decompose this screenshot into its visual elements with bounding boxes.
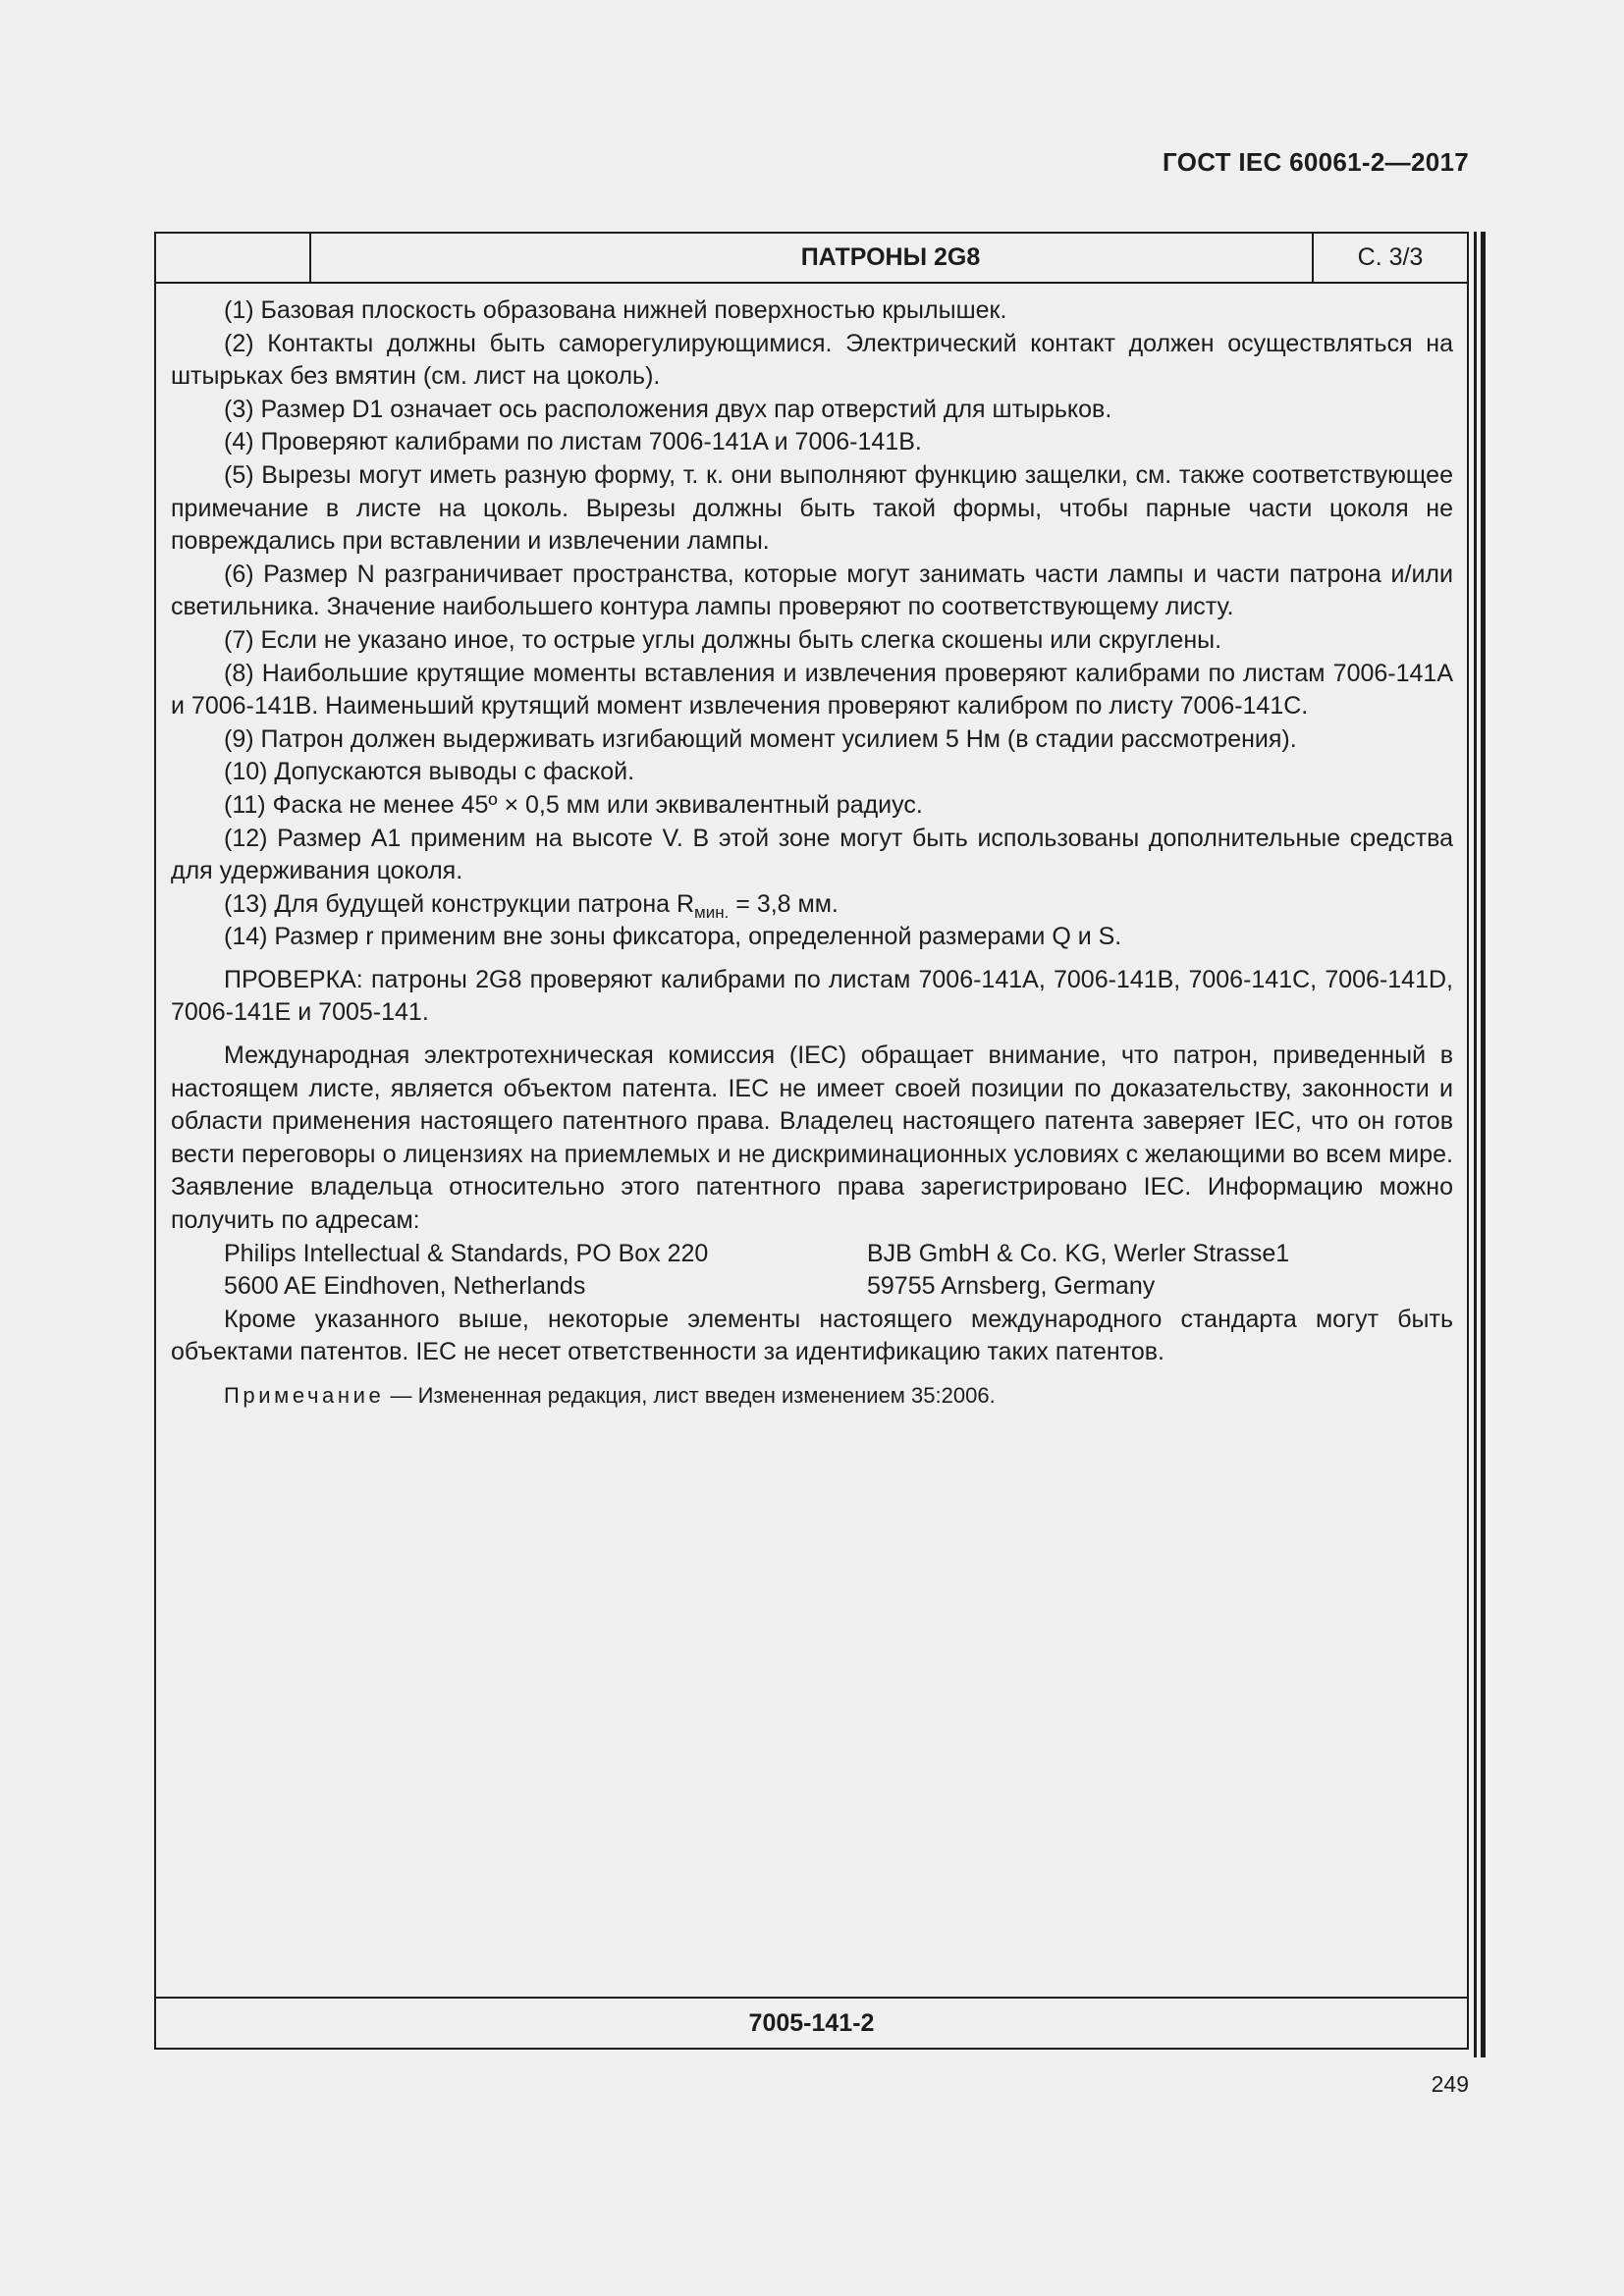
address-bjb-line-2: 59755 Arnsberg, Germany — [867, 1272, 1156, 1301]
note-3: (3) Размер D1 означает ось расположения двух пар отверстий для штырьков. — [224, 395, 1112, 423]
address-row-1 — [171, 1238, 1453, 1271]
footnote-text: — Измененная редакция, лист введен изменением 35:2006. — [384, 1383, 996, 1408]
sheet-content — [171, 294, 1453, 1413]
address-bjb-line-1: BJB GmbH & Co. KG, Werler Strasse1 — [867, 1239, 1290, 1267]
note-8: (8) Наибольшие крутящие моменты вставления и извлечения проверяют калибрами по листам 7006-141A и 7006-141B. Наименьший крутящий момент извлечения проверяют калибром по листу 7006-141C. — [171, 659, 1453, 721]
sheet-header — [156, 234, 1467, 284]
note-13 — [171, 888, 1453, 922]
note-5: (5) Вырезы могут иметь разную форму, т. к. они выполняют функцию защелки, см. также соответствующее примечание в листе на цоколь. Вырезы должны быть такой формы, чтобы парные части цоколя не повреждались при вставлении и извлечении лампы. — [171, 460, 1453, 556]
patent-paragraph: Международная электротехническая комиссия (IEC) обращает внимание, что патрон, приведенный в настоящем листе, является объектом патента. IEC не имеет своей позиции по доказательству, законности и области применения настоящего патентного права. Владелец настоящего патента заверяет IEC, что он готов вести переговоры о лицензиях на приемлемых и не дискриминационных условиях с желающими во всем мире. Заявление владельца относительно этого патентного права зарегистрировано IEC. Информацию можно получить по адресам: — [171, 1041, 1453, 1235]
note-13-subscript: мин. — [694, 902, 730, 922]
frame-edge-thick — [1481, 232, 1486, 2057]
footnote-label: Примечание — [224, 1383, 385, 1408]
document-code: ГОСТ IEC 60061-2—2017 — [1163, 147, 1469, 177]
note-13-value: = 3,8 мм. — [729, 889, 839, 918]
header-empty-cell — [156, 234, 311, 282]
note-1: (1) Базовая плоскость образована нижней поверхностью крылышек. — [224, 296, 1007, 324]
address-philips-line-1: Philips Intellectual & Standards, PO Box 220 — [224, 1239, 709, 1267]
patent-closing-paragraph: Кроме указанного выше, некоторые элементы настоящего международного стандарта могут быть объектами патентов. IEC не несет ответственности за идентификацию таких патентов. — [171, 1305, 1453, 1366]
sheet-frame — [154, 232, 1469, 2050]
note-7: (7) Если не указано иное, то острые углы должны быть слегка скошены или скруглены. — [224, 625, 1222, 654]
page-number: 249 — [1431, 2071, 1469, 2097]
note-12: (12) Размер A1 применим на высоте V. В этой зоне могут быть использованы дополнительные средства для удерживания цоколя. — [171, 824, 1453, 885]
note-13-text: (13) Для будущей конструкции патрона R — [224, 889, 695, 918]
note-6: (6) Размер N разграничивает пространства, которые могут занимать части лампы и части патрона и/или светильника. Значение наибольшего контура лампы проверяют по соответствующему листу. — [171, 560, 1453, 621]
note-14: (14) Размер r применим вне зоны фиксатора, определенной размерами Q и S. — [224, 923, 1122, 951]
note-2: (2) Контакты должны быть саморегулирующимися. Электрический контакт должен осуществляться на штырьках без вмятин (см. лист на цоколь). — [171, 329, 1453, 391]
address-philips-line-2: 5600 AE Eindhoven, Netherlands — [224, 1272, 586, 1301]
sheet-footer-code: 7005-141-2 — [156, 1997, 1467, 2048]
sheet-page-label: С. 3/3 — [1312, 234, 1467, 282]
verification-paragraph: ПРОВЕРКА: патроны 2G8 проверяют калибрами по листам 7006-141A, 7006-141B, 7006-141C, 7006-141D, 7006-141E и 7005-141. — [171, 965, 1453, 1027]
address-row-2 — [171, 1270, 1453, 1304]
note-10: (10) Допускаются выводы с фаской. — [224, 758, 635, 786]
footnote — [171, 1379, 1453, 1413]
note-9: (9) Патрон должен выдерживать изгибающий момент усилием 5 Нм (в стадии рассмотрения). — [224, 724, 1297, 753]
sheet-title: ПАТРОНЫ 2G8 — [800, 243, 981, 271]
frame-edge-thin — [1474, 232, 1477, 2057]
note-11: (11) Фаска не менее 45º × 0,5 мм или эквивалентный радиус. — [224, 790, 923, 819]
note-4: (4) Проверяют калибрами по листам 7006-141A и 7006-141B. — [224, 428, 922, 456]
